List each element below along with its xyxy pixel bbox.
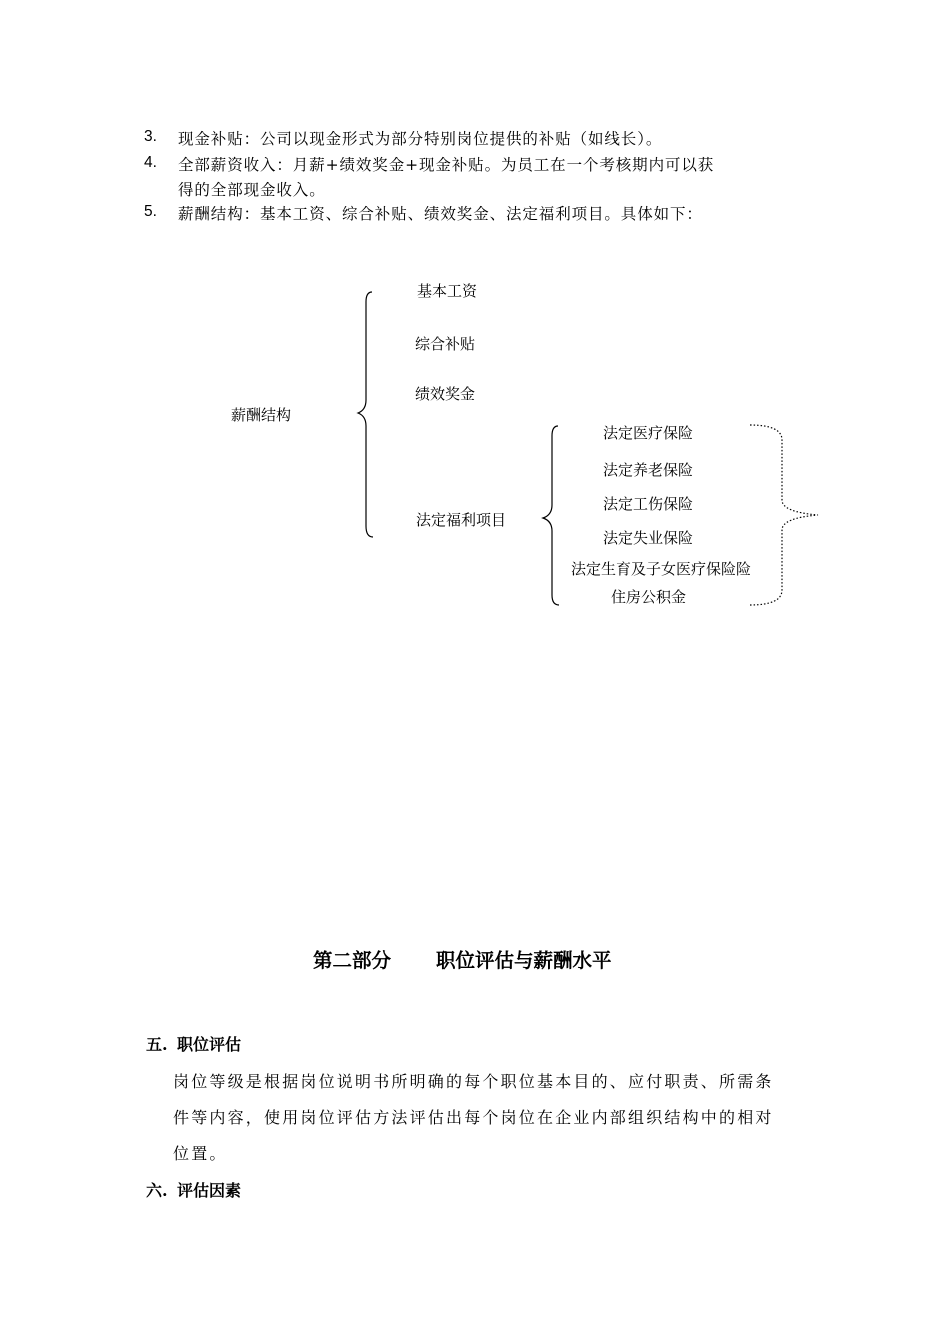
part-heading-number: 第二部分 (313, 949, 392, 972)
level2-maternity-insurance: 法定生育及子女医疗保险险 (571, 560, 752, 578)
section-5-paragraph-line2: 件等内容，使用岗位评估方法评估出每个岗位在企业内部组织结构中的相对 (173, 1108, 774, 1127)
section-5-paragraph-line3: 位置。 (173, 1144, 228, 1163)
level2-pension-insurance: 法定养老保险 (603, 461, 694, 479)
list-item-5-text: 薪酬结构：基本工资、综合补贴、绩效奖金、法定福利项目。具体如下： (178, 205, 703, 223)
section-6-title: 评估因素 (177, 1181, 242, 1200)
level2-housing-fund: 住房公积金 (611, 588, 687, 606)
level2-medical-insurance: 法定医疗保险 (603, 424, 694, 442)
level1-base-salary: 基本工资 (417, 282, 478, 300)
section-6-number: 六. (146, 1181, 168, 1200)
level1-statutory-welfare: 法定福利项目 (416, 511, 507, 529)
welfare-brace (543, 426, 559, 605)
level1-allowance: 综合补贴 (415, 335, 476, 353)
dotted-brace (750, 425, 818, 605)
part-heading-title: 职位评估与薪酬水平 (436, 949, 612, 972)
level2-injury-insurance: 法定工伤保险 (603, 495, 694, 513)
list-item-4-text-line2: 得的全部现金收入。 (178, 181, 326, 199)
diagram-root-label: 薪酬结构 (231, 406, 292, 424)
list-item-5-number: 5. (144, 203, 157, 220)
main-brace (358, 292, 373, 537)
level1-performance-bonus: 绩效奖金 (415, 385, 476, 403)
list-item-4-number: 4. (144, 154, 157, 171)
section-5-number: 五. (146, 1035, 168, 1054)
level2-unemployment-insurance: 法定失业保险 (603, 529, 694, 547)
list-item-3-text: 现金补贴：公司以现金形式为部分特别岗位提供的补贴（如线长）。 (178, 130, 663, 148)
section-5-paragraph-line1: 岗位等级是根据岗位说明书所明确的每个职位基本目的、应付职责、所需条 (173, 1072, 774, 1091)
section-5-title: 职位评估 (177, 1035, 242, 1054)
list-item-4-text-line1: 全部薪资收入：月薪+绩效奖金+现金补贴。为员工在一个考核期内可以获 (178, 156, 715, 174)
list-item-3-number: 3. (144, 128, 157, 145)
